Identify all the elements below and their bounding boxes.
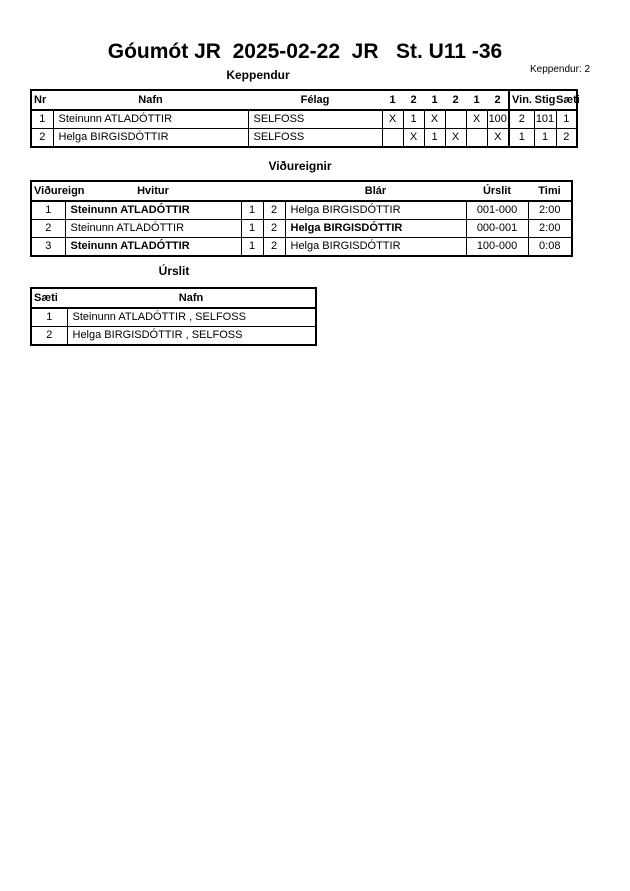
section-title-urslit: Úrslit	[158, 264, 190, 278]
section-title-keppendur: Keppendur	[226, 68, 290, 82]
keppendur-row	[31, 110, 577, 129]
cell-stig: 101	[534, 110, 556, 129]
urslit-row	[31, 327, 316, 346]
urslit-header-row	[31, 288, 316, 308]
keppendur-table	[30, 89, 578, 148]
cell-match2b	[445, 110, 466, 129]
cell-saeti: 2	[31, 327, 67, 346]
cell-score1: 1	[241, 238, 263, 257]
col-header-nafn: Nafn	[53, 90, 248, 110]
vidureignir-row	[31, 201, 572, 220]
keppendur-header-row	[31, 90, 577, 110]
cell-timi: 2:00	[528, 201, 572, 220]
cell-match3a: X	[466, 110, 487, 129]
col-header-match1b: 2	[403, 90, 424, 110]
col-header-spacer2	[263, 181, 285, 201]
col-header-spacer1	[241, 181, 263, 201]
cell-nafn: Steinunn ATLADÓTTIR	[53, 110, 248, 129]
cell-nafn: Helga BIRGISDÓTTIR	[53, 129, 248, 148]
cell-urslit: 000-001	[466, 220, 528, 238]
cell-hvitur: Steinunn ATLADÓTTIR	[65, 201, 241, 220]
col-header-nr: Nr	[31, 90, 53, 110]
cell-hvitur: Steinunn ATLADÓTTIR	[65, 238, 241, 257]
col-header-felag: Félag	[248, 90, 382, 110]
cell-match2b: X	[445, 129, 466, 148]
cell-timi: 2:00	[528, 220, 572, 238]
cell-felag: SELFOSS	[248, 110, 382, 129]
cell-timi: 0:08	[528, 238, 572, 257]
participants-count: Keppendur: 2	[530, 64, 591, 75]
cell-urslit: 001-000	[466, 201, 528, 220]
col-header-saeti: Sæti	[31, 288, 67, 308]
col-header-saeti: Sæti	[556, 90, 577, 110]
vidureignir-row	[31, 238, 572, 257]
cell-urslit: 100-000	[466, 238, 528, 257]
cell-match3b: 100	[487, 110, 509, 129]
cell-score2: 2	[263, 238, 285, 257]
cell-vin: 1	[509, 129, 534, 148]
page-title: Góumót JR 2025-02-22 JR St. U11 -36	[107, 40, 503, 63]
vidureignir-header-row	[31, 181, 572, 201]
col-header-match1a: 1	[382, 90, 403, 110]
cell-stig: 1	[534, 129, 556, 148]
col-header-nafn: Nafn	[67, 288, 316, 308]
cell-match3b: X	[487, 129, 509, 148]
cell-blar: Helga BIRGISDÓTTIR	[285, 220, 466, 238]
col-header-match2b: 2	[445, 90, 466, 110]
cell-bout-nr: 3	[31, 238, 65, 257]
vidureignir-row	[31, 220, 572, 238]
section-title-vidureignir: Viðureignir	[268, 159, 332, 173]
col-header-vidureign: Viðureign	[31, 181, 65, 201]
cell-bout-nr: 1	[31, 201, 65, 220]
cell-match1b: X	[403, 129, 424, 148]
urslit-table	[30, 287, 317, 346]
col-header-hvitur: Hvitur	[65, 181, 241, 201]
cell-score1: 1	[241, 220, 263, 238]
cell-nr: 1	[31, 110, 53, 129]
cell-vin: 2	[509, 110, 534, 129]
cell-saeti: 2	[556, 129, 577, 148]
cell-match1a	[382, 129, 403, 148]
cell-nafn: Helga BIRGISDÓTTIR , SELFOSS	[67, 327, 316, 346]
cell-score2: 2	[263, 220, 285, 238]
cell-match3a	[466, 129, 487, 148]
cell-score1: 1	[241, 201, 263, 220]
col-header-stig: Stig	[534, 90, 556, 110]
cell-saeti: 1	[31, 308, 67, 327]
col-header-urslit: Úrslit	[466, 181, 528, 201]
col-header-blar: Blár	[285, 181, 466, 201]
cell-score2: 2	[263, 201, 285, 220]
cell-felag: SELFOSS	[248, 129, 382, 148]
cell-bout-nr: 2	[31, 220, 65, 238]
col-header-vin: Vin.	[509, 90, 534, 110]
cell-match1a: X	[382, 110, 403, 129]
cell-hvitur: Steinunn ATLADÓTTIR	[65, 220, 241, 238]
col-header-match2a: 1	[424, 90, 445, 110]
vidureignir-table	[30, 180, 573, 257]
cell-nr: 2	[31, 129, 53, 148]
cell-blar: Helga BIRGISDÓTTIR	[285, 238, 466, 257]
cell-nafn: Steinunn ATLADÓTTIR , SELFOSS	[67, 308, 316, 327]
cell-match2a: X	[424, 110, 445, 129]
col-header-match3a: 1	[466, 90, 487, 110]
cell-match1b: 1	[403, 110, 424, 129]
col-header-match3b: 2	[487, 90, 509, 110]
col-header-timi: Timi	[528, 181, 572, 201]
urslit-row	[31, 308, 316, 327]
keppendur-row	[31, 129, 577, 148]
cell-match2a: 1	[424, 129, 445, 148]
cell-blar: Helga BIRGISDÓTTIR	[285, 201, 466, 220]
cell-saeti: 1	[556, 110, 577, 129]
